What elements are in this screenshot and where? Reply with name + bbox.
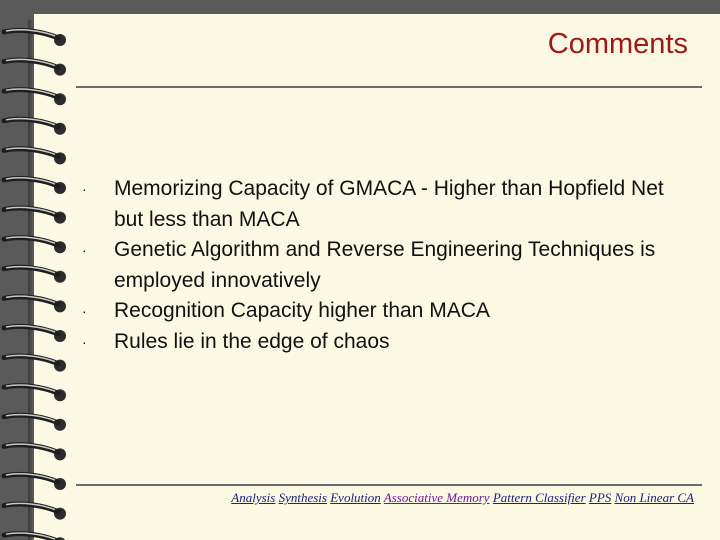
bullet-item [82, 327, 682, 358]
binding-ring [4, 207, 66, 223]
bullet-text: Genetic Algorithm and Reverse Engineering Techniques is employed innovatively [114, 238, 656, 292]
bullet-item [82, 235, 682, 296]
bullet-item [82, 296, 682, 327]
slide-title: Comments [547, 28, 688, 60]
binding-ring [4, 415, 66, 431]
binding-ring [4, 503, 66, 519]
bullet-icon: · [82, 303, 87, 319]
bullet-text: Rules lie in the edge of chaos [114, 329, 390, 353]
binding-ring [4, 148, 66, 164]
bullet-text: Recognition Capacity higher than MACA [114, 299, 490, 322]
binding-ring [4, 119, 66, 135]
bullet-list [82, 174, 682, 357]
bullet-text: Memorizing Capacity of GMACA - Higher than Hopfield Net but less than MACA [114, 177, 664, 231]
binding-ring [4, 474, 66, 490]
binding-ring [4, 444, 66, 460]
bullet-icon: · [82, 242, 87, 258]
binding-ring [4, 355, 66, 371]
footer-link-pps[interactable]: PPS [588, 490, 612, 505]
binding-ring [4, 326, 66, 342]
footer-link-pattern-classifier[interactable]: Pattern Classifier [492, 490, 586, 505]
binding-ring [4, 59, 66, 75]
bullet-icon: · [82, 181, 87, 197]
footer-link-non-linear-ca[interactable]: Non Linear CA [614, 490, 694, 505]
footer-link-associative-memory[interactable]: Associative Memory [383, 490, 490, 505]
binding-ring [4, 533, 66, 540]
footer-nav [231, 490, 694, 506]
binding-ring [4, 237, 66, 253]
binding-ring [4, 178, 66, 194]
footer-link-analysis[interactable]: Analysis [231, 490, 276, 505]
binding-ring [4, 385, 66, 401]
binding-ring [4, 267, 66, 283]
footer-link-evolution[interactable]: Evolution [330, 490, 381, 505]
binding-ring [4, 89, 66, 105]
binding-ring [4, 30, 66, 46]
binding-ring [4, 296, 66, 312]
footer-divider [76, 484, 702, 486]
title-divider [76, 86, 702, 88]
footer-link-synthesis[interactable]: Synthesis [278, 490, 327, 505]
bullet-icon: · [82, 333, 87, 350]
bullet-item [82, 174, 682, 235]
spiral-binding [0, 0, 80, 540]
